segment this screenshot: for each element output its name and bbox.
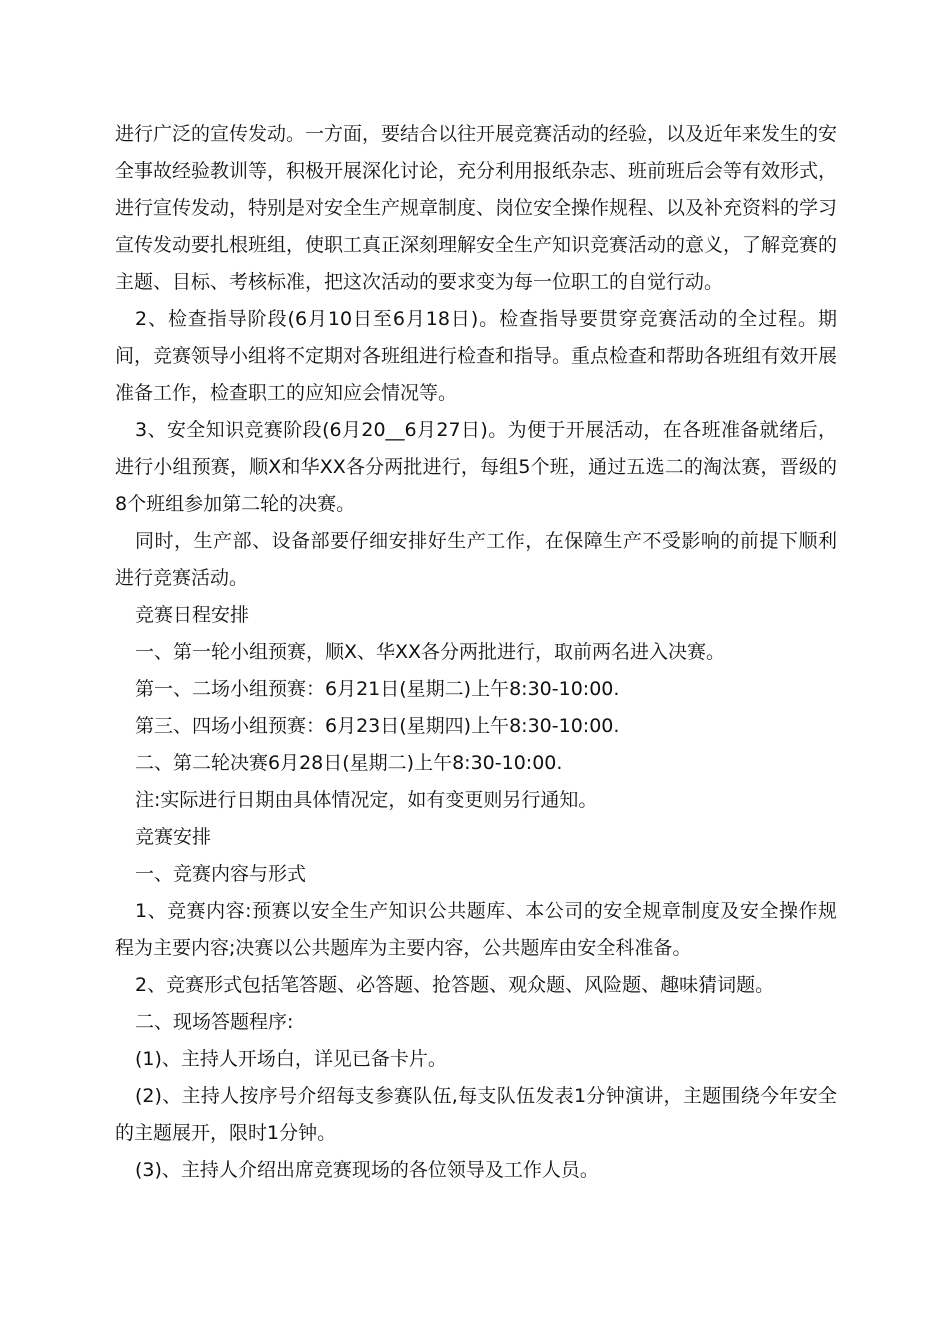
procedure-step-2: (2)、主持人按序号介绍每支参赛队伍,每支队伍发表1分钟演讲，主题围绕今年安全的主题展开，限时1分钟。 xyxy=(115,1085,837,1144)
heading-arrangements: 竞赛安排 xyxy=(135,826,212,848)
heading-content-and-format: 一、竞赛内容与形式 xyxy=(135,863,307,885)
paragraph-competition-format: 2、竞赛形式包括笔答题、必答题、抢答题、观众题、风险题、趣味猜词题。 xyxy=(135,974,775,996)
heading-answering-procedure: 二、现场答题程序: xyxy=(135,1011,294,1033)
schedule-note: 注:实际进行日期由具体情况定，如有变更则另行通知。 xyxy=(135,789,598,811)
procedure-step-3: (3)、主持人介绍出席竞赛现场的各位领导及工作人员。 xyxy=(135,1159,599,1181)
paragraph-competition-content: 1、竞赛内容:预赛以安全生产知识公共题库、本公司的安全规章制度及安全操作规程为主要内容;决赛以公共题库为主要内容，公共题库由安全科准备。 xyxy=(115,900,837,959)
paragraph-production-note: 同时，生产部、设备部要仔细安排好生产工作，在保障生产不受影响的前提下顺利进行竞赛活动。 xyxy=(115,530,837,589)
paragraph-inspection-stage: 2、检查指导阶段(6月10日至6月18日)。检查指导要贯穿竞赛活动的全过程。期间，竞赛领导小组将不定期对各班组进行检查和指导。重点检查和帮助各班组有效开展准备工作，检查职工的应知应会情况等。 xyxy=(115,308,838,404)
schedule-round-one: 一、第一轮小组预赛，顺X、华XX各分两批进行，取前两名进入决赛。 xyxy=(135,641,726,663)
schedule-matches-one-two: 第一、二场小组预赛：6月21日(星期二)上午8:30-10:00. xyxy=(135,678,620,700)
paragraph-intro-continuation: 进行广泛的宣传发动。一方面，要结合以往开展竞赛活动的经验，以及近年来发生的安全事故经验教训等，积极开展深化讨论，充分利用报纸杂志、班前班后会等有效形式，进行宣传发动，特别是对安全生产规章制度、岗位安全操作规程、以及补充资料的学习宣传发动要扎根班组，使职工真正深刻理解安全生产知识竞赛活动的意义，了解竞赛的主题、目标、考核标准，把这次活动的要求变为每一位职工的自觉行动。 xyxy=(115,123,838,293)
schedule-matches-three-four: 第三、四场小组预赛：6月23日(星期四)上午8:30-10:00. xyxy=(135,715,620,737)
procedure-step-1: (1)、主持人开场白，详见已备卡片。 xyxy=(135,1048,447,1070)
paragraph-competition-stage: 3、安全知识竞赛阶段(6月20__6月27日)。为便于开展活动，在各班准备就绪后，进行小组预赛，顺X和华XX各分两批进行，每组5个班，通过五选二的淘汰赛，晋级的8个班组参加第二轮的决赛。 xyxy=(115,419,837,515)
heading-schedule: 竞赛日程安排 xyxy=(135,604,250,626)
schedule-final-round: 二、第二轮决赛6月28日(星期二)上午8:30-10:00. xyxy=(135,752,563,774)
document-page xyxy=(115,116,837,1189)
